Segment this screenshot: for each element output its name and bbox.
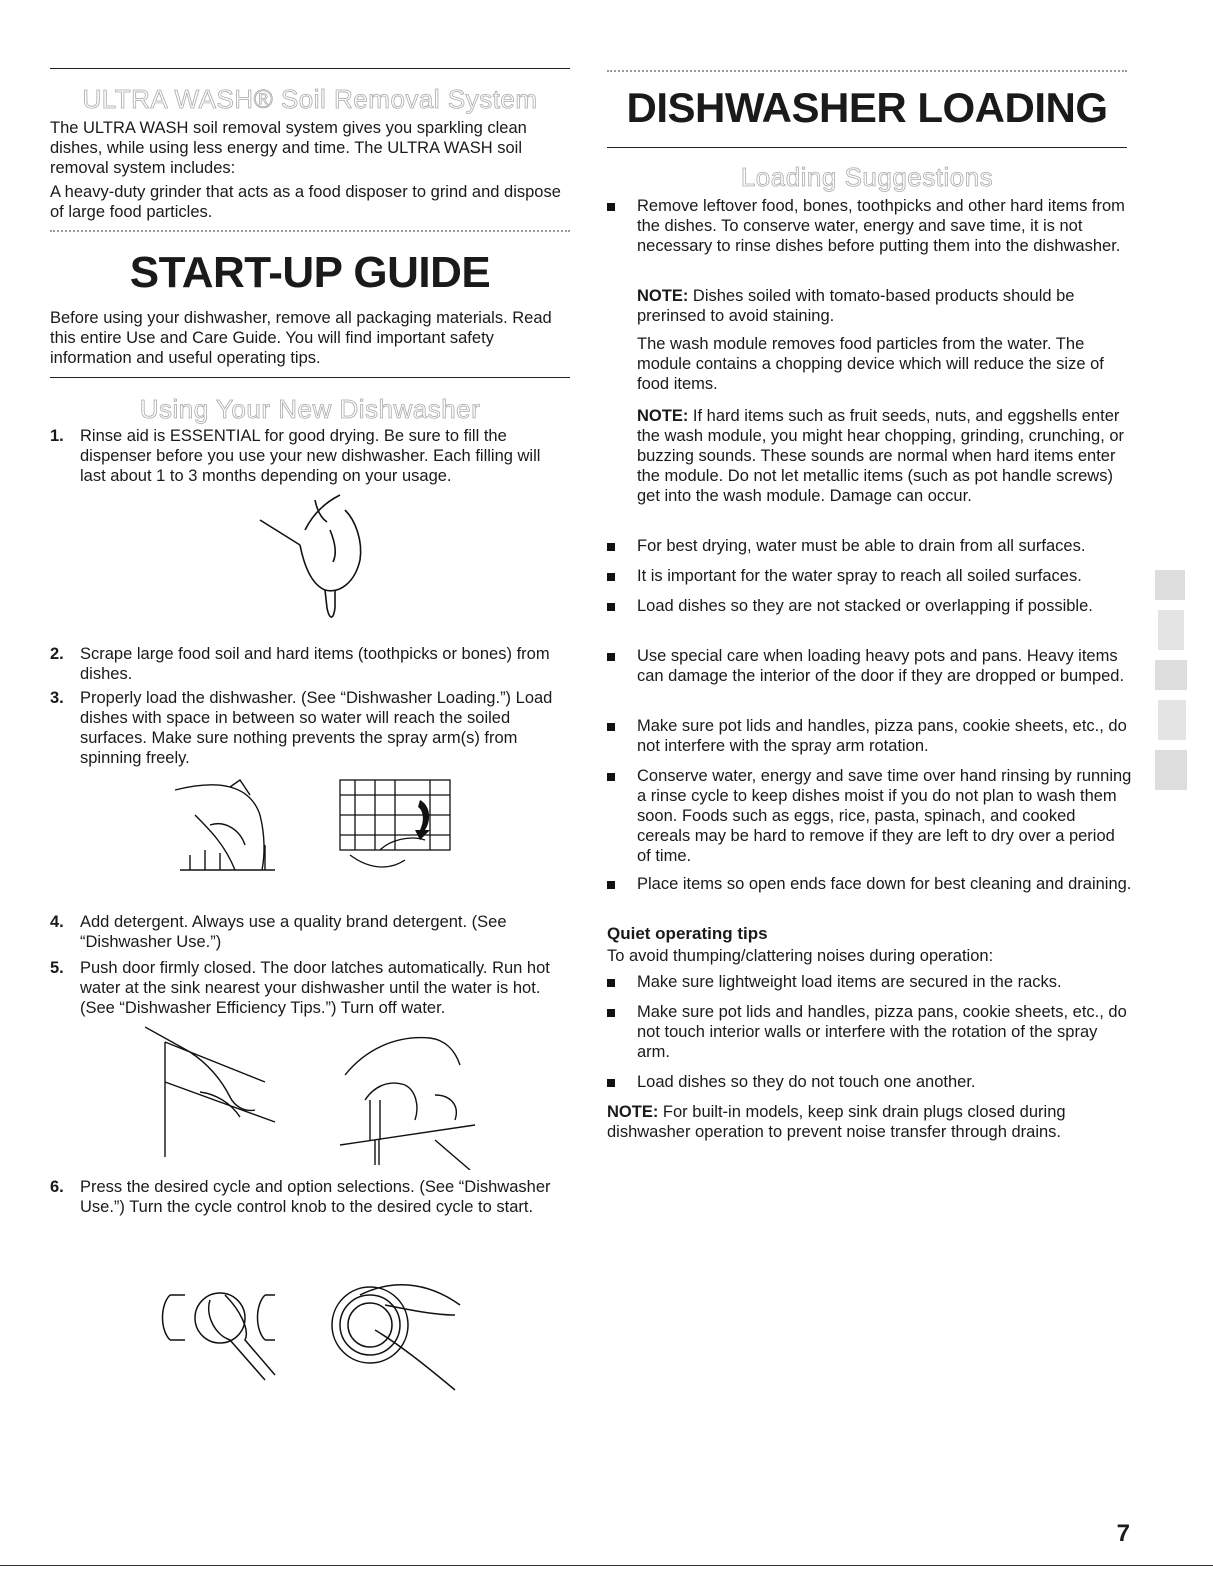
step-text: Add detergent. Always use a quality brand detergent. (See “Dishwasher Use.”) [80, 913, 507, 951]
loading-suggestions-heading: Loading Suggestions [740, 162, 994, 192]
note-hard-items [637, 406, 1132, 506]
bullet-text: It is important for the water spray to reach all soiled surfaces. [637, 567, 1082, 585]
option-button-press-illustration [155, 1280, 290, 1385]
step-text: Push door firmly closed. The door latches automatically. Run hot water at the sink nearest your dishwasher until the water is hot. (See “Dishwasher Efficiency Tips.”) Turn off water. [80, 959, 550, 1017]
using-dishwasher-heading: Using Your New Dishwasher [139, 394, 481, 424]
bullet-text: Make sure pot lids and handles, pizza pans, cookie sheets, etc., do not touch interior walls or interfere with the rotation of the spray arm. [637, 1003, 1127, 1061]
note-label: NOTE: [607, 1103, 659, 1121]
bullet-text: Load dishes so they are not stacked or overlapping if possible. [637, 597, 1093, 615]
bullet-marker [607, 203, 615, 211]
step-text: Press the desired cycle and option selections. (See “Dishwasher Use.”) Turn the cycle control knob to the desired cycle to start. [80, 1178, 551, 1216]
step-number: 2. [50, 645, 64, 663]
top-rule-left [50, 68, 570, 69]
bullet-text: Make sure lightweight load items are secured in the racks. [637, 973, 1062, 991]
quiet-tips-heading: Quiet operating tips [607, 924, 768, 943]
bullet-text: Remove leftover food, bones, toothpicks and other hard items from the dishes. To conserve water, energy and save time, it is not necessary to rinse dishes before putting them into the dishwasher. [637, 197, 1125, 255]
note-built-in [607, 1102, 1127, 1142]
startup-guide-title: START-UP GUIDE [129, 248, 491, 297]
startup-paragraph: Before using your dishwasher, remove all packaging materials. Read this entire Use and Care Guide. You will find important safety information and useful operating tips. [50, 309, 552, 367]
bullet-marker [607, 543, 615, 551]
quiet-tips-intro: To avoid thumping/clattering noises during operation: [607, 947, 994, 965]
bullet-text: Conserve water, energy and save time over hand rinsing by running a rinse cycle to keep dishes moist if you do not plan to wash them soon. Foods such as eggs, rice, pasta, spinach, and cooked cereals may be hard to remove if they are left to dry over a period of time. [637, 767, 1132, 865]
step-text: Rinse aid is ESSENTIAL for good drying. Be sure to fill the dispenser before you use your new dishwasher. Each filling will last about 1 to 3 months depending on your usage. [80, 427, 541, 485]
ultra-wash-paragraph-1: The ULTRA WASH soil removal system gives you sparkling clean dishes, while using less energy and time. The ULTRA WASH soil removal system includes: [50, 119, 527, 177]
bullet-text: Place items so open ends face down for best cleaning and draining. [637, 875, 1132, 893]
bullet-marker [607, 573, 615, 581]
bullet-text: Load dishes so they do not touch one another. [637, 1073, 976, 1091]
note-label: NOTE: [637, 287, 689, 305]
wash-module-paragraph: The wash module removes food particles from the water. The module contains a chopping device which will reduce the size of food items. [637, 335, 1104, 393]
note-text: If hard items such as fruit seeds, nuts, and eggshells enter the wash module, you might hear chopping, grinding, crunching, or buzzing sounds. These sounds are normal when hard items enter the module. Do not let metallic items (such as pot handle screws) get into the wash module. Damage can occur. [637, 407, 1125, 505]
note-label: NOTE: [637, 407, 689, 425]
bullet-marker [607, 603, 615, 611]
bullet-text: Use special care when loading heavy pots and pans. Heavy items can damage the interior of the door if they are dropped or bumped. [637, 647, 1125, 685]
bullet-marker [607, 979, 615, 987]
loading-rule [607, 147, 1127, 148]
step-number: 5. [50, 959, 64, 977]
bullet-text: For best drying, water must be able to drain from all surfaces. [637, 537, 1086, 555]
bullet-marker [607, 1079, 615, 1087]
section-divider-dotted [50, 230, 570, 232]
bottom-rule [0, 1565, 1213, 1566]
ultra-wash-paragraph-2: A heavy-duty grinder that acts as a food disposer to grind and dispose of large food particles. [50, 183, 561, 221]
step-number: 3. [50, 689, 64, 707]
note-tomato [637, 286, 1132, 326]
side-tab-decoration [1150, 565, 1195, 795]
bullet-marker [607, 881, 615, 889]
startup-rule [50, 377, 570, 378]
step-text: Scrape large food soil and hard items (toothpicks or bones) from dishes. [80, 645, 550, 683]
loading-dishes-illustration [170, 775, 285, 875]
faucet-hot-water-illustration [335, 1030, 480, 1170]
dishwasher-loading-title: DISHWASHER LOADING [626, 84, 1108, 131]
bullet-marker [607, 653, 615, 661]
note-text: For built-in models, keep sink drain plugs closed during dishwasher operation to prevent noise transfer through drains. [607, 1103, 1066, 1141]
closing-door-illustration [145, 1022, 285, 1157]
top-rule-right [607, 70, 1127, 72]
bullet-marker [607, 773, 615, 781]
note-text: Dishes soiled with tomato-based products should be prerinsed to avoid staining. [637, 287, 1075, 325]
bullet-marker [607, 1009, 615, 1017]
bullet-marker [607, 723, 615, 731]
bullet-text: Make sure pot lids and handles, pizza pans, cookie sheets, etc., do not interfere with the spray arm rotation. [637, 717, 1127, 755]
spray-arm-illustration [330, 775, 455, 875]
step-number: 6. [50, 1178, 64, 1196]
ultra-wash-heading: ULTRA WASH® Soil Removal System [82, 84, 538, 114]
page-number: 7 [1116, 1520, 1130, 1547]
cycle-knob-turn-illustration [330, 1270, 470, 1395]
rinse-aid-bottle-illustration [255, 490, 375, 625]
step-number: 1. [50, 427, 64, 445]
step-number: 4. [50, 913, 64, 931]
step-text: Properly load the dishwasher. (See “Dishwasher Loading.”) Load dishes with space in between so water will reach the soiled surfaces. Make sure nothing prevents the spray arm(s) from spinning freely. [80, 689, 553, 767]
